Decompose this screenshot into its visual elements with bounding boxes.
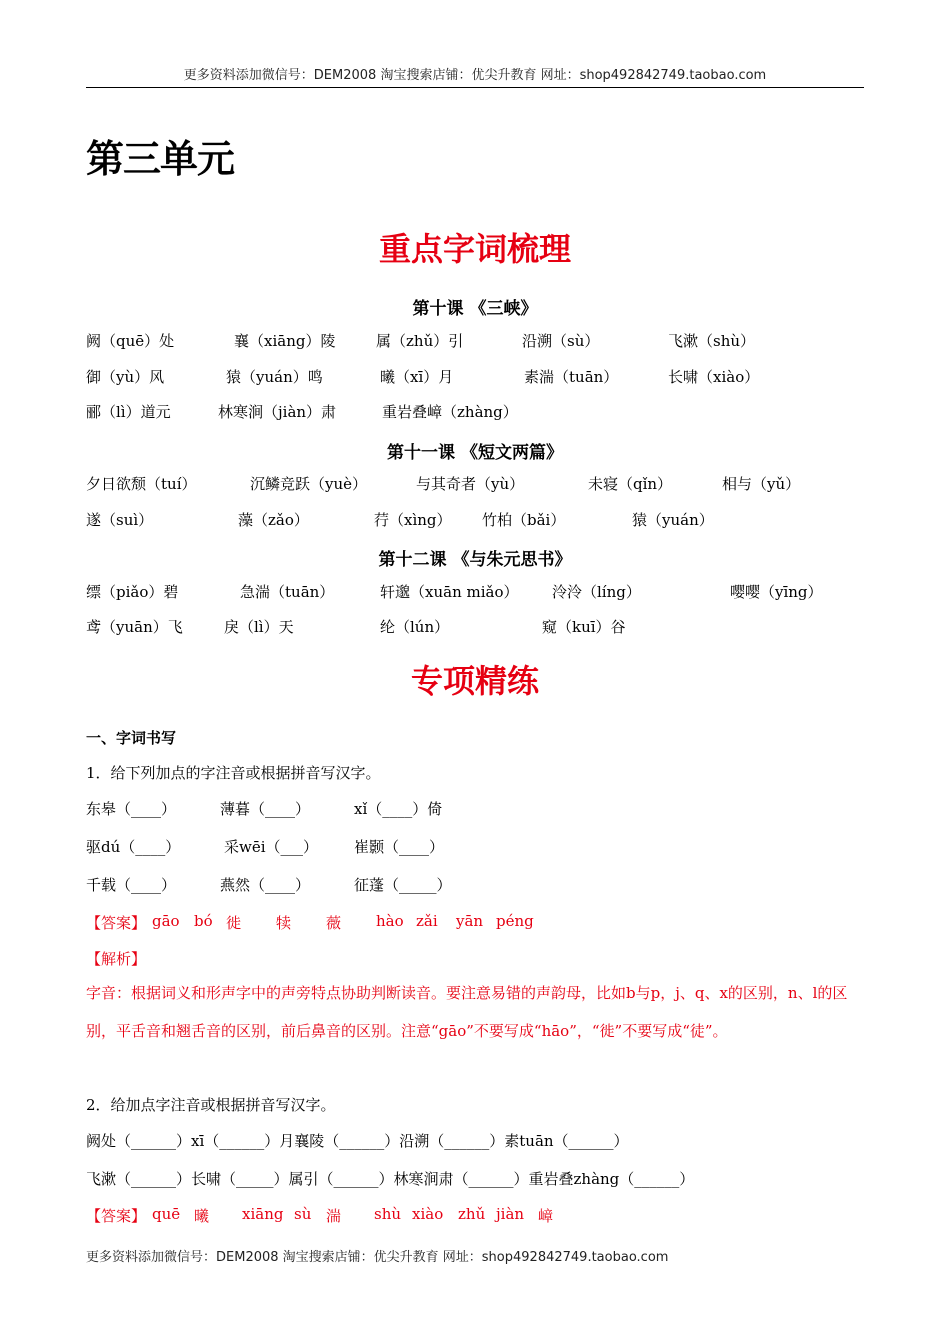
answer-value: jiàn bbox=[496, 1205, 525, 1223]
fill-blank-item[interactable]: xǐ（____）倚 bbox=[354, 800, 443, 818]
answer-value: sù bbox=[294, 1205, 312, 1223]
answer-value: 犊 bbox=[276, 914, 292, 932]
answer-label: 【答案】 bbox=[86, 914, 147, 932]
q2-fill-line-1[interactable]: 阙处（______）xī（______）月襄陵（______）沿溯（______）素tuān（______） bbox=[86, 1132, 629, 1150]
section-title-practice: 专项精练 bbox=[410, 662, 539, 700]
word-item: 林寒涧（jiàn）肃 bbox=[218, 403, 337, 421]
fill-blank-item[interactable]: 驱dú（____） bbox=[86, 838, 181, 856]
word-item: 猿（yuán） bbox=[632, 511, 714, 529]
question-1-text: 1．给下列加点的字注音或根据拼音写汉字。 bbox=[86, 764, 381, 782]
page-footer: 更多资料添加微信号：DEM2008 淘宝搜索店铺：优尖升教育 网址：shop492842749.taobao.com bbox=[86, 1250, 669, 1265]
word-item: 与其奇者（yù） bbox=[416, 475, 525, 493]
word-item: 夕日欲颓（tuí） bbox=[86, 475, 197, 493]
answer-value: 湍 bbox=[326, 1207, 342, 1225]
fill-blank-item[interactable]: 薄暮（____） bbox=[220, 800, 311, 818]
answer-value: 徙 bbox=[226, 914, 242, 932]
answer-value: 嶂 bbox=[538, 1207, 554, 1225]
answer-label: 【答案】 bbox=[86, 1207, 147, 1225]
question-2-text: 2．给加点字注音或根据拼音写汉字。 bbox=[86, 1096, 336, 1114]
lesson-10-title: 第十课 《三峡》 bbox=[412, 299, 538, 319]
answer-value: zǎi bbox=[416, 912, 438, 930]
q2-fill-line-2[interactable]: 飞漱（______）长啸（_____）属引（______）林寒涧肃（______）重岩叠zhàng（______） bbox=[86, 1170, 695, 1188]
unit-title: 第三单元 bbox=[86, 137, 235, 181]
answer-value: yān bbox=[456, 912, 484, 930]
word-item: 轩邈（xuān miǎo） bbox=[380, 583, 519, 601]
word-item: 竹柏（bǎi） bbox=[482, 511, 566, 529]
fill-blank-item[interactable]: 千载（____） bbox=[86, 876, 177, 894]
word-item: 泠泠（líng） bbox=[552, 583, 641, 601]
q1-analysis-label: 【解析】 bbox=[86, 950, 147, 968]
section-title-key-words: 重点字词梳理 bbox=[378, 230, 571, 268]
fill-blank-item[interactable]: 东皋（____） bbox=[86, 800, 177, 818]
word-item: 沉鳞竞跃（yuè） bbox=[250, 475, 368, 493]
answer-value: 曦 bbox=[194, 1207, 210, 1225]
answer-value: quē bbox=[152, 1205, 181, 1223]
word-item: 遂（suì） bbox=[86, 511, 154, 529]
word-item: 窥（kuī）谷 bbox=[542, 618, 626, 636]
word-item: 猿（yuán）鸣 bbox=[226, 368, 323, 386]
fill-blank-item[interactable]: 燕然（____） bbox=[220, 876, 311, 894]
word-item: 沿溯（sù） bbox=[522, 332, 600, 350]
part-1-title: 一、字词书写 bbox=[86, 729, 177, 747]
answer-value: 薇 bbox=[326, 914, 342, 932]
word-item: 曦（xī）月 bbox=[380, 368, 454, 386]
lesson-12-title: 第十二课 《与朱元思书》 bbox=[378, 550, 572, 570]
word-item: 郦（lì）道元 bbox=[86, 403, 171, 421]
word-item: 嘤嘤（yīng） bbox=[730, 583, 823, 601]
word-item: 飞漱（shù） bbox=[668, 332, 756, 350]
word-item: 相与（yǔ） bbox=[722, 475, 801, 493]
answer-value: xiào bbox=[412, 1205, 444, 1223]
word-item: 重岩叠嶂（zhàng） bbox=[382, 403, 518, 421]
answer-value: bó bbox=[194, 912, 213, 930]
word-item: 未寝（qǐn） bbox=[588, 475, 673, 493]
answer-value: hào bbox=[376, 912, 404, 930]
word-item: 素湍（tuān） bbox=[524, 368, 619, 386]
word-item: 襄（xiāng）陵 bbox=[234, 332, 336, 350]
lesson-11-title: 第十一课 《短文两篇》 bbox=[387, 443, 563, 463]
answer-value: xiāng bbox=[242, 1205, 284, 1223]
answer-value: péng bbox=[496, 912, 534, 930]
answer-value: gāo bbox=[152, 912, 180, 930]
answer-value: zhǔ bbox=[458, 1205, 486, 1223]
fill-blank-item[interactable]: 征蓬（_____） bbox=[354, 876, 452, 894]
word-item: 长啸（xiào） bbox=[668, 368, 760, 386]
word-item: 急湍（tuān） bbox=[240, 583, 335, 601]
word-item: 鸢（yuān）飞 bbox=[86, 618, 183, 636]
fill-blank-item[interactable]: 崔颢（____） bbox=[354, 838, 445, 856]
page-header: 更多资料添加微信号：DEM2008 淘宝搜索店铺：优尖升教育 网址：shop492842749.taobao.com bbox=[86, 66, 864, 88]
q1-analysis-text: 字音：根据词义和形声字中的声旁特点协助判断读音。要注意易错的声韵母，比如b与p，j、q、x的区别，n、l的区别，平舌音和翘舌音的区别，前后鼻音的区别。注意“gāo”不要写成“hāo”，“徙”不要写成“徒”。 bbox=[86, 984, 848, 1040]
word-item: 缥（piǎo）碧 bbox=[86, 583, 179, 601]
word-item: 纶（lún） bbox=[380, 618, 450, 636]
word-item: 荇（xìng） bbox=[374, 511, 452, 529]
word-item: 阙（quē）处 bbox=[86, 332, 175, 350]
word-item: 戾（lì）天 bbox=[224, 618, 294, 636]
word-item: 属（zhǔ）引 bbox=[376, 332, 464, 350]
word-item: 藻（zǎo） bbox=[238, 511, 309, 529]
fill-blank-item[interactable]: 采wēi（___） bbox=[224, 838, 319, 856]
word-item: 御（yù）风 bbox=[86, 368, 165, 386]
answer-value: shù bbox=[374, 1205, 402, 1223]
